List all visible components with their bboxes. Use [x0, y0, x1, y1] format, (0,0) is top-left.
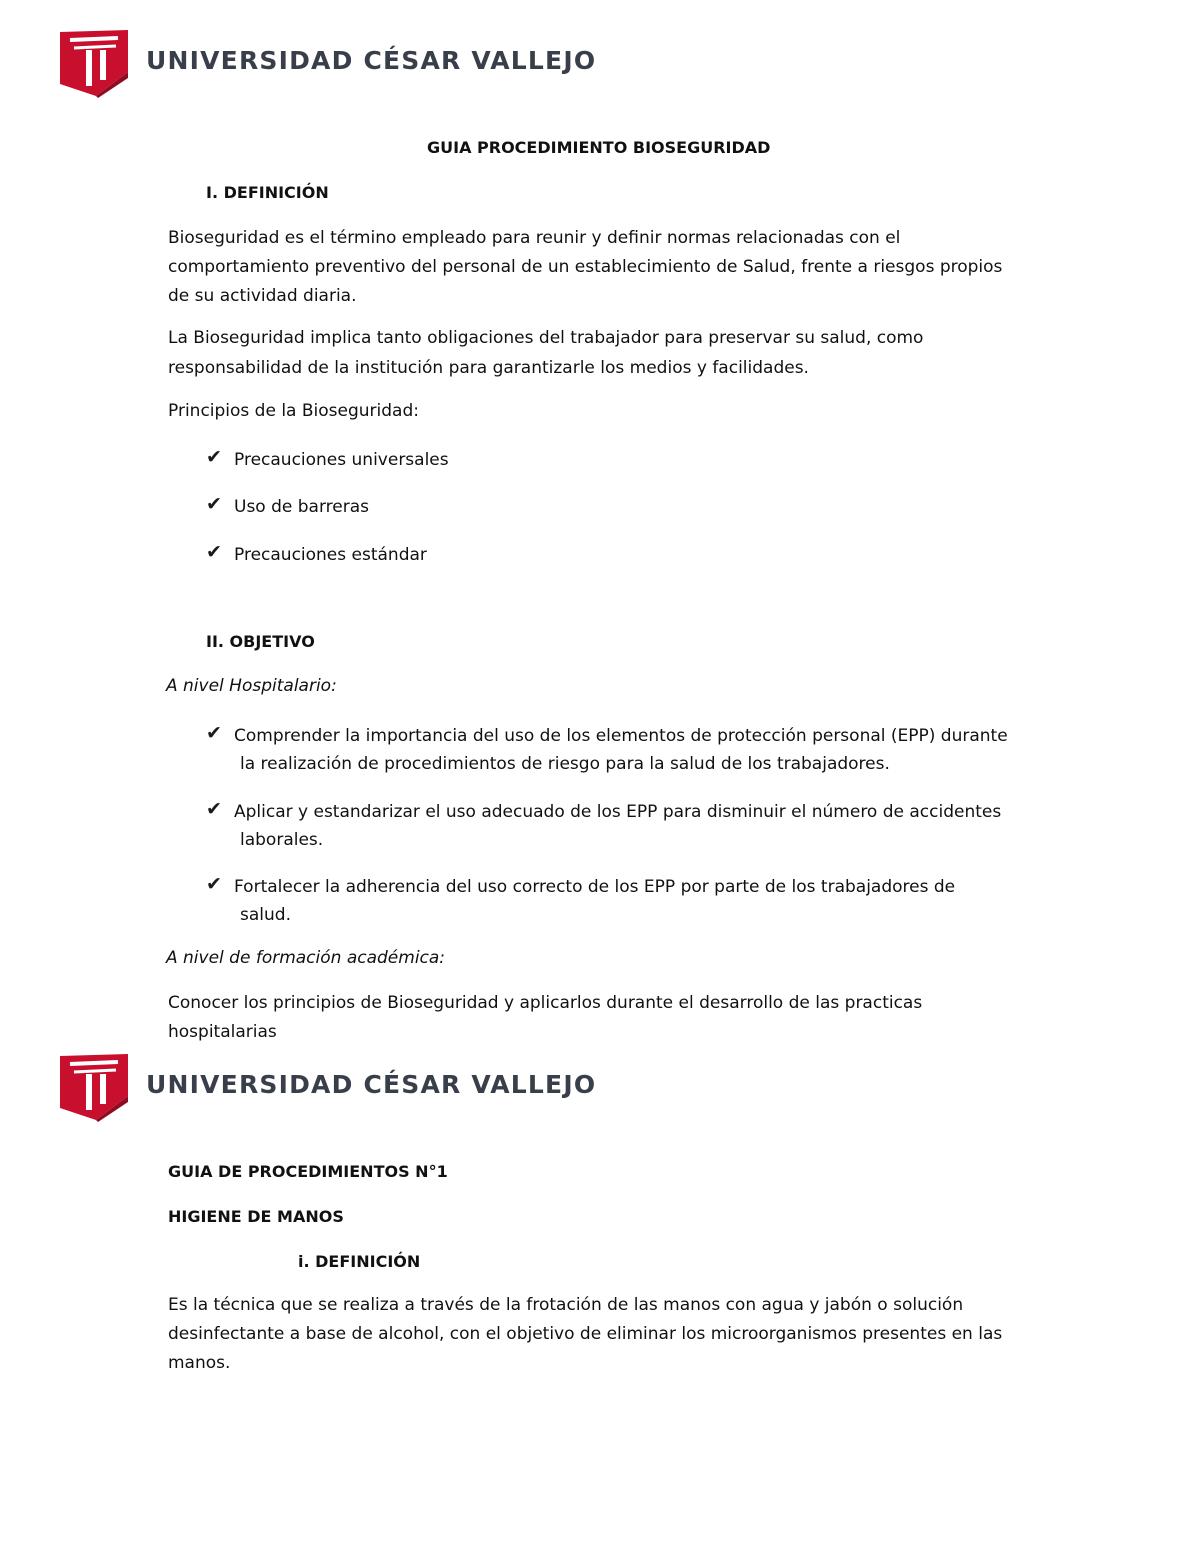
section-heading-definicion: I. DEFINICIÓN	[206, 183, 329, 202]
university-logo	[56, 28, 597, 98]
logo-brand-text: UNIVERSIDAD CÉSAR VALLEJO	[146, 46, 597, 75]
checkmark-icon: ✔	[206, 493, 222, 515]
list-item-line: Fortalecer la adherencia del uso correcto de los EPP por parte de los trabajadores de	[234, 877, 956, 897]
checkmark-icon: ✔	[206, 722, 222, 744]
list-item-text	[234, 798, 1001, 854]
checkmark-icon: ✔	[206, 446, 222, 468]
list-item-text: Precauciones universales	[234, 450, 449, 470]
paragraph-line: comportamiento preventivo del personal de un establecimiento de Salud, frente a riesgos propios	[168, 257, 1003, 277]
checkmark-icon: ✔	[206, 798, 222, 820]
list-item-line: Aplicar y estandarizar el uso adecuado de los EPP para disminuir el número de accidentes	[234, 802, 1002, 822]
paragraph-obligations	[168, 324, 923, 383]
logo-brand-text: UNIVERSIDAD CÉSAR VALLEJO	[146, 1070, 597, 1099]
paragraph-line: La Bioseguridad implica tanto obligaciones del trabajador para preservar su salud, como	[168, 328, 924, 348]
ucv-shield-icon	[56, 28, 132, 98]
ucv-shield-icon	[56, 1052, 132, 1122]
document-title: GUIA PROCEDIMIENTO BIOSEGURIDAD	[427, 138, 771, 157]
section-heading-objetivo: II. OBJETIVO	[206, 632, 315, 651]
list-item-text: Uso de barreras	[234, 497, 369, 517]
hospital-level-label: A nivel Hospitalario:	[166, 676, 337, 696]
paragraph-line: responsabilidad de la institución para garantizarle los medios y facilidades.	[168, 358, 809, 378]
principles-label: Principios de la Bioseguridad:	[168, 401, 419, 421]
paragraph-line: hospitalarias	[168, 1022, 277, 1042]
guide-subtitle: HIGIENE DE MANOS	[168, 1207, 344, 1226]
list-item-text	[234, 873, 955, 929]
academic-level-label: A nivel de formación académica:	[166, 948, 446, 968]
checkmark-icon: ✔	[206, 541, 222, 563]
list-item-line: Comprender la importancia del uso de los elementos de protección personal (EPP) durante	[234, 726, 1008, 746]
list-item-text	[234, 722, 1008, 778]
checkmark-icon: ✔	[206, 873, 222, 895]
list-item-line: laborales.	[240, 830, 324, 850]
paragraph-line: Conocer los principios de Bioseguridad y aplicarlos durante el desarrollo de las practicas	[168, 993, 923, 1013]
paragraph-definition	[168, 224, 1002, 311]
section-heading-definicion-2: i. DEFINICIÓN	[298, 1252, 421, 1271]
list-item-text: Precauciones estándar	[234, 545, 427, 565]
university-logo	[56, 1052, 597, 1122]
paragraph-line: Bioseguridad es el término empleado para reunir y definir normas relacionadas con el	[168, 228, 901, 248]
paragraph-line: de su actividad diaria.	[168, 286, 357, 306]
list-item-line: salud.	[240, 905, 291, 925]
list-item-line: la realización de procedimientos de riesgo para la salud de los trabajadores.	[240, 754, 890, 774]
paragraph-line: desinfectante a base de alcohol, con el objetivo de eliminar los microorganismos presentes en las	[168, 1324, 1003, 1344]
guide-title: GUIA DE PROCEDIMIENTOS N°1	[168, 1162, 448, 1181]
paragraph-line: Es la técnica que se realiza a través de la frotación de las manos con agua y jabón o solución	[168, 1295, 964, 1315]
paragraph-hand-hygiene	[168, 1291, 1002, 1378]
paragraph-academic	[168, 989, 922, 1047]
paragraph-line: manos.	[168, 1353, 231, 1373]
